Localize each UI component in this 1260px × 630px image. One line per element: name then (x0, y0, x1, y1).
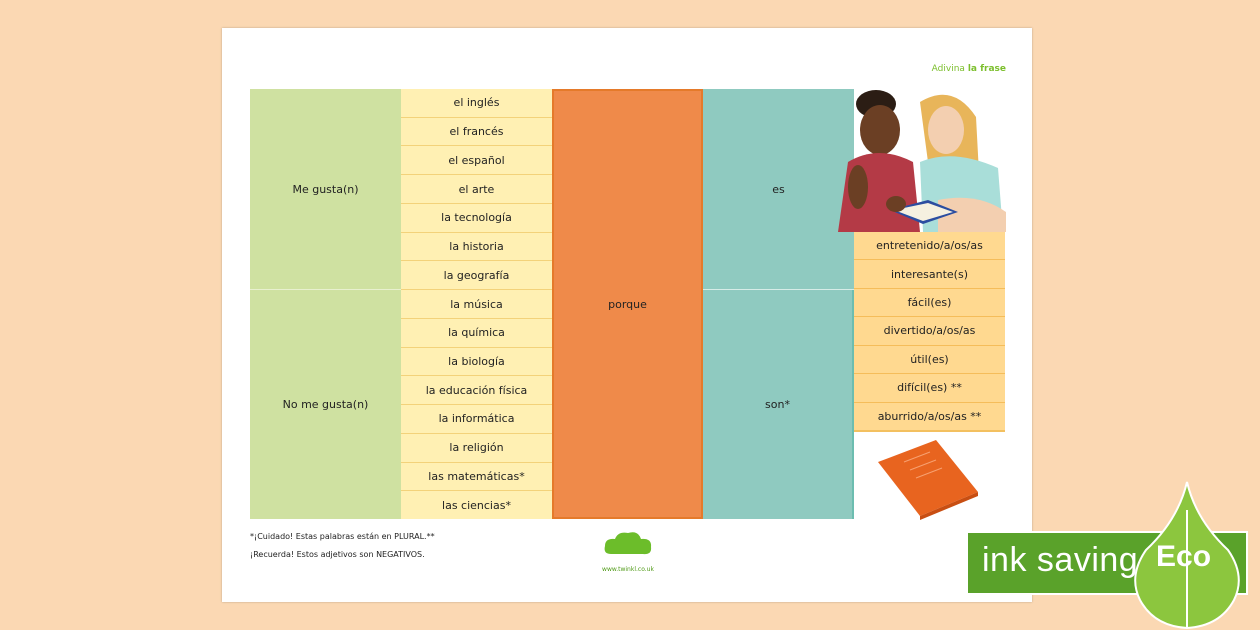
subject-row: la química (401, 319, 552, 348)
notebook-icon (874, 436, 982, 520)
subject-row: las matemáticas* (401, 463, 552, 492)
footnote-plural: *¡Cuidado! Estas palabras están en PLURAL.** (250, 532, 435, 541)
connector-label: porque (608, 297, 647, 311)
dislikes-label: No me gusta(n) (282, 398, 369, 411)
subject-row: la religión (401, 434, 552, 463)
ink-saving-text: ink saving (982, 541, 1139, 579)
dislikes-cell (250, 290, 401, 519)
subject-row: la tecnología (401, 204, 552, 233)
subject-row: la biología (401, 348, 552, 377)
subjects-column (401, 89, 552, 519)
worksheet-title: Adivina la frase (931, 64, 1006, 74)
footnote-negative: ¡Recuerda! Estos adjetivos son NEGATIVOS. (250, 550, 425, 559)
adjective-row: divertido/a/os/as (854, 317, 1005, 345)
subject-row: el francés (401, 118, 552, 147)
adjective-row: útil(es) (854, 346, 1005, 374)
adjective-row: interesante(s) (854, 260, 1005, 288)
subject-row: la geografía (401, 261, 552, 290)
verb-plural-label: son* (765, 398, 790, 411)
subject-row: la historia (401, 233, 552, 262)
subject-row: la informática (401, 405, 552, 434)
subject-row: el inglés (401, 89, 552, 118)
subject-row: el español (401, 146, 552, 175)
adjective-row: difícil(es) ** (854, 374, 1005, 402)
worksheet (222, 28, 1032, 602)
twinkl-logo (598, 530, 658, 576)
footnotes (250, 528, 435, 564)
twinkl-url: www.twinkl.co.uk (602, 566, 654, 573)
adjective-row: entretenido/a/os/as (854, 232, 1005, 260)
subject-row: la música (401, 290, 552, 319)
likes-cell (250, 89, 401, 290)
students-reading-illustration (828, 82, 1008, 232)
adjective-row: aburrido/a/os/as ** (877, 409, 982, 423)
eco-label: Eco (1156, 540, 1212, 573)
subject-row: las ciencias* (442, 498, 511, 512)
likes-label: Me gusta(n) (292, 182, 359, 196)
connector-cell (552, 89, 703, 519)
verb-singular-label: es (772, 182, 785, 196)
twinkl-cloud-icon (603, 530, 653, 560)
adjective-row: fácil(es) (854, 289, 1005, 317)
subject-row: la educación física (401, 376, 552, 405)
adjectives-column (854, 232, 1005, 432)
subject-row: el arte (401, 175, 552, 204)
verb-plural-cell (703, 290, 854, 519)
